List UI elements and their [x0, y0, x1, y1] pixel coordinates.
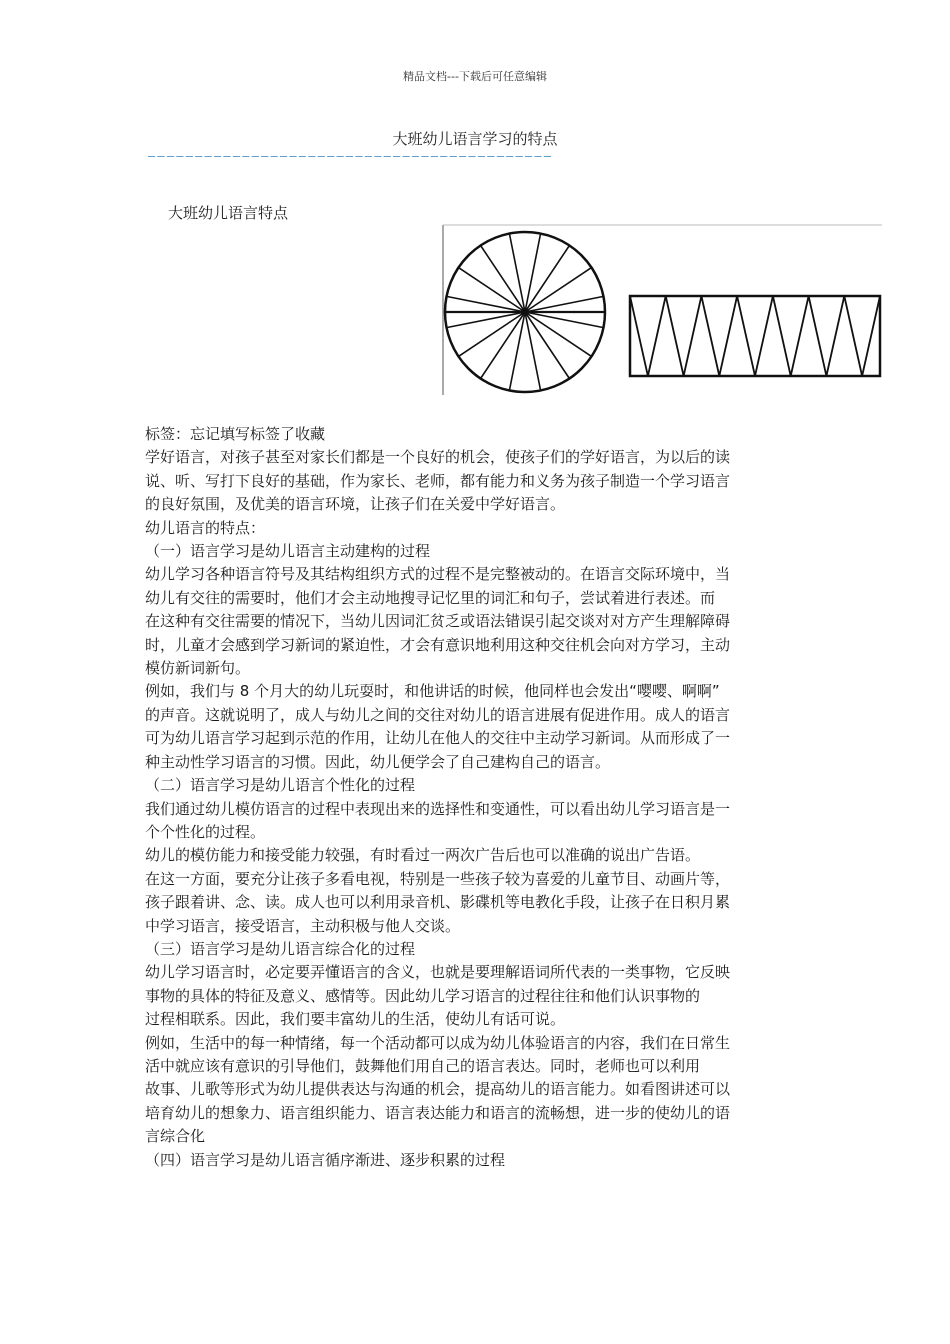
text-line: 故事、儿歌等形式为幼儿提供表达与沟通的机会，提高幼儿的语言能力。如看图讲述可以 [145, 1080, 731, 1099]
text-line: 例如，我们与 8 个月大的幼儿玩耍时，和他讲话的时候，他同样也会发出“嘤嘤、啊啊” [145, 682, 720, 701]
zigzag-line [630, 296, 880, 376]
title-divider: ——————————————————————————————————————————— [148, 149, 554, 163]
text-line: 例如，生活中的每一种情绪，每一个活动都可以成为幼儿体验语言的内容，我们在日常生 [145, 1033, 731, 1052]
text-line: 言综合化 [145, 1127, 206, 1146]
text-line: 我们通过幼儿模仿语言的过程中表现出来的选择性和变通性，可以看出幼儿学习语言是一 [145, 799, 731, 818]
text-line: （四）语言学习是幼儿语言循序渐进、逐步积累的过程 [145, 1150, 506, 1169]
text-line: 个个性化的过程。 [145, 822, 266, 841]
text-line: 幼儿有交往的需要时，他们才会主动地搜寻记忆里的词汇和句子，尝试着进行表述。而 [145, 588, 716, 607]
body-text [145, 423, 815, 1172]
text-line: 的声音。这就说明了，成人与幼儿之间的交往对幼儿的语言进展有促进作用。成人的语言 [145, 705, 731, 724]
text-line: 幼儿学习语言时，必定要弄懂语言的含义，也就是要理解语词所代表的一类事物，它反映 [145, 963, 731, 982]
text-line: 标签：忘记填写标签了收藏 [145, 425, 326, 443]
spoked-wheel-drawing [445, 232, 605, 392]
text-line: （三）语言学习是幼儿语言综合化的过程 [145, 939, 416, 958]
subheading: 大班幼儿语言特点 [168, 204, 289, 222]
text-line: 过程相联系。因此，我们要丰富幼儿的生活，使幼儿有话可说。 [145, 1010, 566, 1029]
text-line: 孩子跟着讲、念、读。成人也可以利用录音机、影碟机等电教化手段，让孩子在日积月累 [145, 893, 731, 912]
text-line: 幼儿语言的特点： [145, 518, 266, 537]
text-line: 事物的具体的特征及意义、感情等。因此幼儿学习语言的过程往往和他们认识事物的 [145, 986, 701, 1005]
text-line: （一）语言学习是幼儿语言主动建构的过程 [145, 542, 431, 561]
illustration-svg [442, 222, 882, 395]
text-line: 时，儿童才会感到学习新词的紧迫性，才会有意识地利用这种交往机会向对方学习，主动 [145, 635, 731, 654]
text-line: 活中就应该有意识的引导他们，鼓舞他们用自己的语言表达。同时，老师也可以利用 [145, 1056, 701, 1075]
text-line: 学好语言，对孩子甚至对家长们都是一个良好的机会，使孩子们的学好语言，为以后的读 [145, 448, 731, 467]
text-line: 培育幼儿的想象力、语言组织能力、语言表达能力和语言的流畅想，进一步的使幼儿的语 [145, 1103, 731, 1122]
text-line: 的良好氛围，及优美的语言环境，让孩子们在关爱中学好语言。 [145, 495, 566, 514]
text-line: 可为幼儿语言学习起到示范的作用，让幼儿在他人的交往中主动学习新词。从而形成了一 [145, 729, 731, 748]
text-line: 中学习语言，接受语言，主动积极与他人交谈。 [145, 916, 461, 935]
text-line: （二）语言学习是幼儿语言个性化的过程 [145, 776, 416, 795]
text-line: 种主动性学习语言的习惯。因此，幼儿便学会了自己建构自己的语言。 [145, 752, 611, 771]
text-line: 在这一方面，要充分让孩子多看电视，特别是一些孩子较为喜爱的儿童节目、动画片等， [145, 869, 731, 888]
document-title: 大班幼儿语言学习的特点 [392, 130, 558, 148]
text-line: 说、听、写打下良好的基础，作为家长、老师，都有能力和义务为孩子制造一个学习语言 [145, 471, 731, 490]
text-line: 模仿新词新句。 [145, 659, 251, 678]
illustration-figure [442, 222, 882, 395]
zigzag-band-drawing [630, 296, 880, 376]
text-line: 幼儿的模仿能力和接受能力较强，有时看过一两次广告后也可以准确的说出广告语。 [145, 846, 701, 865]
header-note: 精品文档---下载后可任意编辑 [403, 70, 547, 83]
text-line: 在这种有交往需要的情况下，当幼儿因词汇贫乏或语法错误引起交谈对对方产生理解障碍 [145, 612, 731, 631]
text-line: 幼儿学习各种语言符号及其结构组织方式的过程不是完整被动的。在语言交际环境中，当 [145, 565, 731, 584]
